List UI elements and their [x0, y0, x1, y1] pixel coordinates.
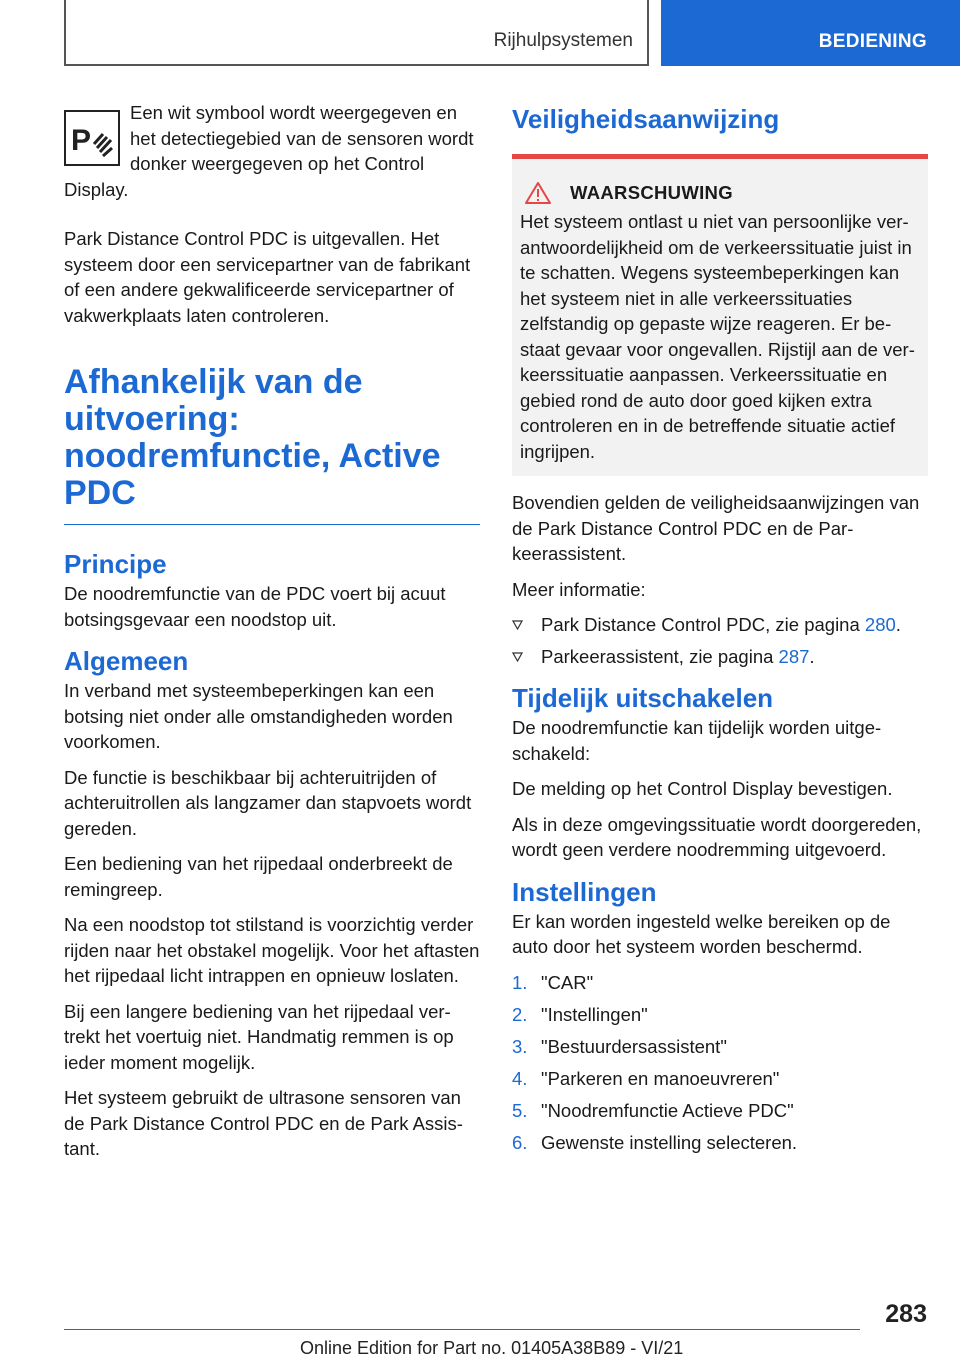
- bullet-triangle-icon: [512, 652, 523, 662]
- header-section-title: Rijhulpsystemen: [493, 30, 633, 51]
- meer-informatie-label: Meer informatie:: [512, 578, 646, 600]
- header-chapter-label: BEDIENING: [818, 31, 927, 52]
- principe-text: De noodremfunctie van de PDC voert bij acuut botsingsgevaar een noodstop uit.: [64, 583, 446, 630]
- algemeen-text-2: De functie is beschikbaar bij achteruitrijden of achteruitrollen als langzamer dan stapvoets wordt gereden.: [64, 766, 472, 839]
- header-chapter-tab: [661, 0, 960, 66]
- park-distance-icon: [64, 110, 120, 166]
- step-item: 5. "Noodremfunctie Actieve PDC": [512, 1099, 794, 1121]
- algemeen-text-5: Bij een langere bediening van het rijpedaal vertrekt het voertuig niet. Handmatig remmen is op ieder moment mogelijk.: [64, 1000, 454, 1073]
- warning-text: Het systeem ontlast u niet van persoonlijke verantwoordelijkheid om de verkeerssituatie juist in te schatten. Wegens systeembeperkingen kan het systeem niet in alle verkeerssituaties zelfstandig op gepaste wijze reageren. Er bestaat gevaar voor ongevallen. Rijstijl aan de verkeerssituatie aanpassen. Verkeerssituatie en gebied rond de auto door goed kijken extra controleren en in de betreffende situatie actief ingrijpen.: [520, 211, 915, 462]
- instellingen-text: Er kan worden ingesteld welke bereiken op de auto door het systeem worden beschermd.: [512, 910, 891, 957]
- section-heading-noodremfunctie: Afhankelijk van de uitvoering: noodremfunctie, Active PDC: [64, 364, 480, 525]
- pdc-symbol-text: Een wit symbool wordt weergegeven en het detectiegebied van de sensoren wordt donker weergegeven op het Control Display.: [64, 102, 474, 200]
- tijdelijk-text-3: Als in deze omgevingssituatie wordt doorgereden, wordt geen verdere noodremming uitgevoerd.: [512, 813, 922, 860]
- heading-tijdelijk-uitschakelen: Tijdelijk uitschakelen: [512, 683, 774, 713]
- warning-box: [512, 154, 928, 476]
- algemeen-text-1: In verband met systeembeperkingen kan een botsing niet onder alle omstandigheden worden voorkomen.: [64, 680, 453, 752]
- header-section-box: [64, 0, 649, 66]
- heading-veiligheidsaanwijzing: Veiligheidsaanwijzing: [512, 104, 780, 134]
- tijdelijk-text-2: De melding op het Control Display bevestigen.: [512, 778, 893, 799]
- heading-principe: Principe: [64, 549, 167, 579]
- reference-list: [512, 612, 928, 669]
- step-item: 2. "Instellingen": [512, 1003, 648, 1025]
- step-item: 1. "CAR": [512, 971, 594, 993]
- page-header: [0, 0, 960, 66]
- step-item: 3. "Bestuurdersassistent": [512, 1035, 727, 1057]
- algemeen-text-4: Na een noodstop tot stilstand is voorzichtig verder rijden naar het obstakel mogelijk. Voor het aftasten het rijpedaal licht intrappen en opnieuw loslaten.: [64, 914, 480, 986]
- page-link-287[interactable]: 287: [778, 646, 810, 667]
- warning-title: [524, 181, 920, 205]
- svg-text:P: P: [71, 124, 92, 157]
- left-column: [64, 100, 480, 1172]
- reference-item: Park Distance Control PDC, zie pagina 280.: [512, 612, 928, 637]
- step-item: 6. Gewenste instelling selecteren.: [512, 1131, 798, 1153]
- park-distance-icon-graphic: [70, 116, 114, 160]
- page-link-280[interactable]: 280: [864, 614, 896, 635]
- footer-edition: Online Edition for Part no. 01405A38B89 - VI/21: [300, 1338, 684, 1358]
- reference-item: Parkeerassistent, zie pagina 287.: [512, 644, 928, 669]
- tijdelijk-text-1: De noodremfunctie kan tijdelijk worden uitgeschakeld:: [512, 717, 882, 764]
- pdc-failure-text: Park Distance Control PDC is uitgevallen. Het systeem door een servicepartner van de fabrikant of een andere gekwalificeerde servicepartner of vakwerkplaats laten controleren.: [64, 228, 471, 326]
- footer-divider: [64, 1329, 860, 1330]
- warning-label: WAARSCHUWING: [570, 182, 733, 203]
- pdc-symbol-paragraph: [64, 100, 480, 212]
- right-column: [512, 100, 928, 1162]
- heading-instellingen: Instellingen: [512, 876, 657, 907]
- bullet-triangle-icon: [512, 620, 523, 630]
- step-item: 4. "Parkeren en manoeuvreren": [512, 1067, 780, 1089]
- settings-steps-list: [512, 970, 928, 1155]
- algemeen-text-6: Het systeem gebruikt de ultrasone sensoren van de Park Distance Control PDC en de Park Assistant.: [64, 1087, 463, 1159]
- heading-algemeen: Algemeen: [64, 646, 189, 676]
- bovendien-text: Bovendien gelden de veiligheidsaanwijzingen van de Park Distance Control PDC en de Parkeerassistent.: [512, 492, 920, 564]
- warning-triangle-icon: [524, 181, 552, 205]
- page-number: 283: [885, 1300, 927, 1328]
- algemeen-text-3: Een bediening van het rijpedaal onderbreekt de remingreep.: [64, 853, 453, 900]
